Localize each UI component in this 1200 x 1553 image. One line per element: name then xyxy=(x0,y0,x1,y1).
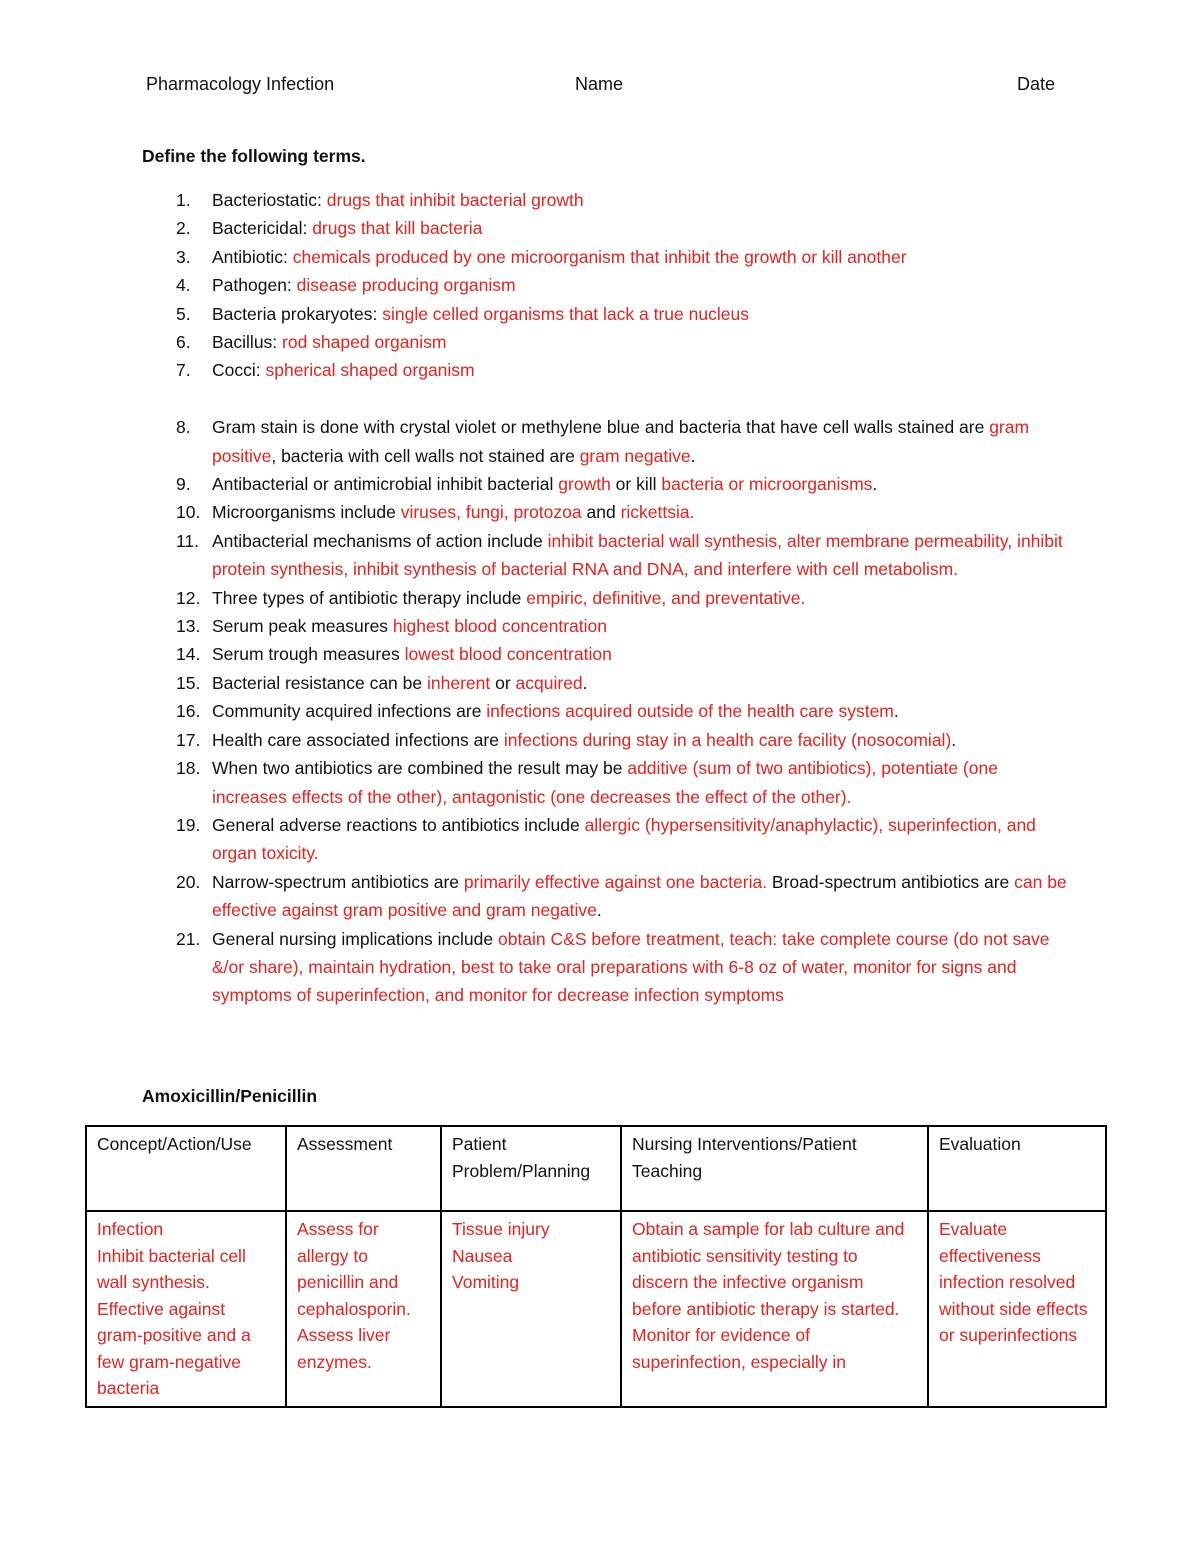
answer-text: allergic (hypersensitivity/anaphylactic), superinfection, and organ toxicity. xyxy=(212,814,1036,864)
cell-line: Nausea xyxy=(452,1245,513,1266)
cell-line: Inhibit bacterial cell wall synthesis. xyxy=(97,1245,246,1292)
prompt-text: General nursing implications include xyxy=(212,928,498,949)
item-number: 8. xyxy=(176,417,191,438)
item-number: 18. xyxy=(176,758,201,779)
list-item xyxy=(142,413,1072,470)
answer-text: chemicals produced by one microorganism that inhibit the growth or kill another xyxy=(292,246,907,267)
item-number: 15. xyxy=(176,672,201,693)
drug-table xyxy=(85,1125,1107,1408)
prompt-text: Serum peak measures xyxy=(212,616,393,637)
answer-text: additive (sum of two antibiotics), potentiate (one increases effects of the other), antagonistic (one decreases the effect of the other). xyxy=(212,758,998,807)
prompt-text: Broad-spectrum antibiotics are xyxy=(767,871,1015,892)
list-item xyxy=(142,271,1072,299)
prompt-text: Community acquired infections are xyxy=(212,701,487,722)
list-item xyxy=(142,925,1072,1010)
item-number: 2. xyxy=(176,218,191,239)
answer-text: drugs that kill bacteria xyxy=(312,218,483,239)
item-number: 6. xyxy=(176,332,191,353)
prompt-text: Cocci: xyxy=(212,360,266,381)
item-number: 16. xyxy=(176,701,201,722)
answer-text: rickettsia. xyxy=(620,502,695,523)
answer-text: highest blood concentration xyxy=(392,616,607,637)
header-concept: Concept/Action/Use xyxy=(86,1126,286,1211)
list-item xyxy=(142,214,1072,242)
cell-evaluation xyxy=(928,1211,1106,1407)
cell-line: Infection xyxy=(97,1219,164,1239)
list-item xyxy=(142,584,1072,612)
list-item xyxy=(142,498,1072,526)
answer-text: disease producing organism xyxy=(296,275,516,296)
item-number: 21. xyxy=(176,928,201,949)
item-number: 11. xyxy=(176,530,200,551)
answer-text: gram positive xyxy=(212,417,1030,466)
list-item xyxy=(142,811,1072,868)
prompt-text: or xyxy=(490,672,516,693)
date-label: Date xyxy=(1017,74,1056,94)
answer-text: inhibit bacterial wall synthesis, alter membrane permeability, inhibit protein synthesis, inhibit synthesis of bacterial RNA and DNA, and interfere with cell metabolism. xyxy=(212,530,1063,580)
cell-line: Assess for allergy to penicillin and cephalosporin. xyxy=(297,1219,411,1319)
answer-text: growth xyxy=(558,474,611,495)
list-item xyxy=(142,470,1072,498)
cell-concept xyxy=(86,1211,286,1407)
item-number: 3. xyxy=(176,246,191,267)
prompt-text: . xyxy=(596,900,602,921)
prompt-text: Narrow-spectrum antibiotics are xyxy=(212,871,464,892)
list-item xyxy=(142,868,1072,925)
item-number: 10. xyxy=(176,502,201,523)
definitions-heading: Define the following terms. xyxy=(142,146,366,166)
cell-nursing-interventions xyxy=(621,1211,928,1407)
list-item xyxy=(142,754,1072,811)
prompt-text: Gram stain is done with crystal violet or methylene blue and bacteria that have cell walls stained are xyxy=(212,417,990,438)
list-item xyxy=(142,527,1072,584)
drug-heading: Amoxicillin/Penicillin xyxy=(142,1086,318,1106)
answer-text: gram negative xyxy=(579,445,691,466)
prompt-text: and xyxy=(581,502,621,523)
document-title: Pharmacology Infection xyxy=(146,74,335,94)
prompt-text: . xyxy=(951,729,957,750)
prompt-text: Serum trough measures xyxy=(212,644,405,665)
list-item xyxy=(142,356,1072,384)
answer-text: infections during stay in a health care facility (nosocomial) xyxy=(503,729,952,750)
header-nursing-interventions: Nursing Interventions/Patient Teaching xyxy=(621,1126,928,1211)
prompt-text: Bacteriostatic: xyxy=(212,190,327,210)
prompt-text: . xyxy=(690,445,696,466)
cell-line: Assess liver enzymes. xyxy=(297,1325,391,1372)
item-number: 1. xyxy=(176,190,191,210)
answer-text: lowest blood concentration xyxy=(404,644,612,665)
item-number: 20. xyxy=(176,871,201,892)
item-number: 13. xyxy=(176,616,201,637)
list-item xyxy=(142,726,1072,754)
list-item xyxy=(142,186,1072,214)
prompt-text: Pathogen: xyxy=(212,275,297,296)
cell-patient-problem xyxy=(441,1211,621,1407)
table-row xyxy=(86,1211,1106,1407)
cell-line: Tissue injury xyxy=(452,1219,550,1239)
prompt-text: Bactericidal: xyxy=(212,218,313,239)
answer-text: primarily effective against one bacteria. xyxy=(463,871,768,892)
answer-text: viruses, fungi, protozoa xyxy=(400,502,582,523)
prompt-text: Antibacterial mechanisms of action include xyxy=(212,530,548,551)
answer-text: spherical shaped organism xyxy=(265,360,475,381)
prompt-text: Antibiotic: xyxy=(212,246,293,267)
header-assessment: Assessment xyxy=(286,1126,441,1211)
answer-text: infections acquired outside of the health care system xyxy=(486,701,894,722)
table-header-row xyxy=(86,1126,1106,1211)
prompt-text: General adverse reactions to antibiotics include xyxy=(212,814,585,835)
prompt-text: Antibacterial or antimicrobial inhibit bacterial xyxy=(212,474,559,495)
prompt-text: or kill xyxy=(610,474,662,495)
item-number: 17. xyxy=(176,729,201,750)
list-item xyxy=(142,300,1072,328)
list-item xyxy=(142,328,1072,356)
prompt-text: . xyxy=(582,672,588,693)
answer-text: rod shaped organism xyxy=(282,332,447,353)
list-item xyxy=(142,640,1072,668)
prompt-text: Bacillus: xyxy=(212,332,283,353)
answer-text: obtain C&S before treatment, teach: take complete course (do not save &/or share), maintain hydration, best to take oral preparations with 6-8 oz of water, monitor for signs and symptoms of superinfection, and monitor for decrease infection symptoms xyxy=(212,928,1050,1006)
prompt-text: Bacteria prokaryotes: xyxy=(212,303,383,324)
header-evaluation: Evaluation xyxy=(928,1126,1106,1211)
prompt-text: Bacterial resistance can be xyxy=(212,672,427,693)
answer-text: bacteria or microorganisms xyxy=(661,474,873,495)
item-number: 12. xyxy=(176,587,201,608)
cell-assessment xyxy=(286,1211,441,1407)
prompt-text: . xyxy=(872,474,878,495)
prompt-text: When two antibiotics are combined the result may be xyxy=(212,758,628,779)
cell-line: Evaluate effectiveness infection resolved without side effects or superinfections xyxy=(939,1219,1088,1345)
answer-text: empiric, definitive, and preventative. xyxy=(526,587,806,608)
list-item xyxy=(142,669,1072,697)
item-number: 7. xyxy=(176,360,191,381)
page-header xyxy=(0,74,1200,98)
definitions-list xyxy=(142,186,1072,1010)
answer-text: acquired xyxy=(515,672,583,693)
item-number: 14. xyxy=(176,644,201,665)
prompt-text: Health care associated infections are xyxy=(212,729,504,750)
prompt-text: Microorganisms include xyxy=(212,502,401,523)
list-item xyxy=(142,612,1072,640)
cell-line: Monitor for evidence of superinfection, especially in xyxy=(632,1325,847,1372)
item-number: 4. xyxy=(176,275,191,296)
cell-line: Effective against gram-positive and a few gram-negative bacteria xyxy=(97,1298,251,1398)
list-item xyxy=(142,697,1072,725)
item-number: 5. xyxy=(176,303,191,324)
answer-text: inherent xyxy=(426,672,491,693)
answer-text: drugs that inhibit bacterial growth xyxy=(326,190,584,210)
item-number: 9. xyxy=(176,474,191,495)
prompt-text: Three types of antibiotic therapy include xyxy=(212,587,527,608)
name-label: Name xyxy=(575,74,624,94)
header-patient-problem: Patient Problem/Planning xyxy=(441,1126,621,1211)
answer-text: single celled organisms that lack a true nucleus xyxy=(382,303,749,324)
answer-text: can be effective against gram positive and gram negative xyxy=(212,871,1067,921)
cell-line: Vomiting xyxy=(452,1272,520,1292)
prompt-text: . xyxy=(893,701,899,722)
item-number: 19. xyxy=(176,814,201,835)
list-item xyxy=(142,243,1072,271)
prompt-text: , bacteria with cell walls not stained are xyxy=(271,445,580,466)
cell-line: Obtain a sample for lab culture and antibiotic sensitivity testing to discern the infective organism before antibiotic therapy is started. xyxy=(632,1219,905,1319)
